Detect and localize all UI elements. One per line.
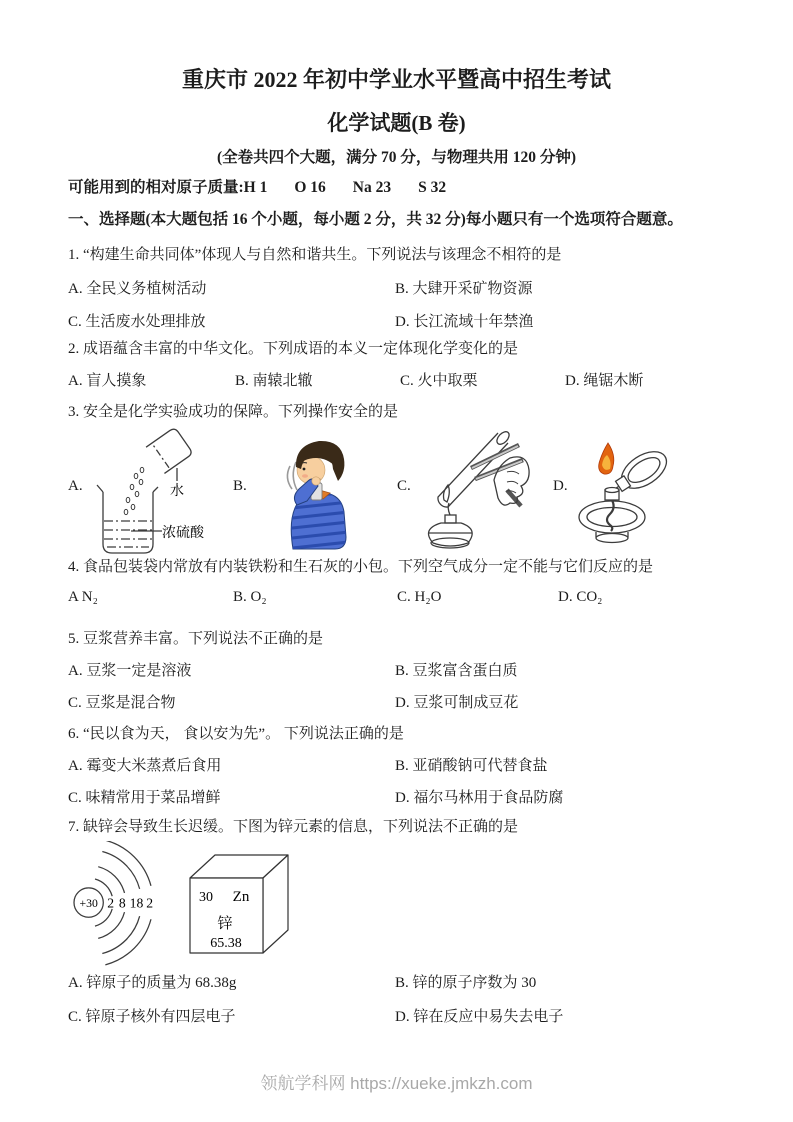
q7-option-c: C. 锌原子核外有四层电子 — [68, 1009, 236, 1025]
atomic-mass-label: 可能用到的相对原子质量: — [68, 179, 244, 196]
element-name: 锌 — [217, 916, 233, 932]
electron-shell-count-1: 2 — [107, 895, 115, 911]
q5-option-a: A. 豆浆一定是溶液 — [68, 663, 192, 679]
q7-option-d: D. 锌在反应中易失去电子 — [395, 1009, 564, 1025]
question-5-stem: 5. 豆浆营养丰富。下列说法不正确的是 — [68, 631, 324, 647]
paper-subtitle: 化学试题(B 卷) — [327, 111, 466, 135]
q1-option-b: B. 大肆开采矿物资源 — [395, 281, 533, 297]
q3-option-label-b: B. — [233, 478, 247, 494]
atomic-mass: 65.38 — [210, 936, 242, 951]
q7-option-b: B. 锌的原子序数为 30 — [395, 975, 537, 991]
question-6-stem: 6. “民以食为天， 食以安为先”。 下列说法正确的是 — [68, 726, 404, 742]
alcohol-lamp-lighting-figure — [568, 425, 678, 550]
test-tube-heating-figure — [415, 430, 531, 552]
q7-option-a: A. 锌原子的质量为 68.38g — [68, 975, 237, 991]
q3-option-label-d: D. — [553, 478, 568, 494]
paper-scope-note: (全卷共四个大题，满分 70 分，与物理共用 120 分钟) — [216, 149, 577, 166]
q2-option-c: C. 火中取栗 — [400, 373, 478, 389]
q1-option-d: D. 长江流域十年禁渔 — [395, 314, 534, 330]
section-1-heading: 一、选择题(本大题包括 16 个小题，每小题 2 分，共 32 分)每小题只有一个选项符合题意。 — [68, 211, 683, 228]
atomic-mass-note — [68, 178, 473, 198]
zinc-element-cell-figure — [188, 852, 290, 957]
electron-shell-count-2: 8 — [118, 895, 126, 911]
q3-option-label-a: A. — [68, 478, 83, 494]
element-symbol: Zn — [232, 889, 250, 905]
pouring-water-into-acid-figure — [95, 423, 225, 555]
question-2-stem: 2. 成语蕴含丰富的中华文化。下列成语的本义一定体现化学变化的是 — [68, 341, 519, 357]
q6-option-d: D. 福尔马林用于食品防腐 — [395, 790, 564, 806]
q1-option-a: A. 全民义务植树活动 — [68, 281, 207, 297]
watermark-footer: 领航学科网 https://xueke.jmkzh.com — [260, 1074, 533, 1093]
atomic-mass-item: Na 23 — [352, 179, 392, 196]
electron-shell-count-4: 2 — [146, 895, 154, 911]
water-label: 水 — [170, 484, 184, 499]
question-3-stem: 3. 安全是化学实验成功的保障。下列操作安全的是 — [68, 404, 399, 420]
q2-option-b: B. 南辕北辙 — [235, 373, 313, 389]
zinc-atom-structure-figure — [66, 841, 166, 968]
q6-option-a: A. 霉变大米蒸煮后食用 — [68, 758, 222, 774]
q4-option-c: C. H₂O — [397, 589, 442, 605]
q2-option-a: A. 盲人摸象 — [68, 373, 147, 389]
q5-option-c: C. 豆浆是混合物 — [68, 695, 176, 711]
q4-option-d: D. CO₂ — [558, 589, 603, 605]
atomic-number: 30 — [199, 890, 213, 905]
atomic-mass-item: O 16 — [294, 179, 326, 196]
q3-option-label-c: C. — [397, 478, 411, 494]
q1-option-c: C. 生活废水处理排放 — [68, 314, 206, 330]
concentrated-sulfuric-acid-label: 浓硫酸 — [162, 526, 204, 541]
nucleus-charge-label: +30 — [79, 896, 98, 910]
boy-smelling-bottle-figure — [283, 437, 349, 552]
q6-option-c: C. 味精常用于菜品增鲜 — [68, 790, 221, 806]
q5-option-d: D. 豆浆可制成豆花 — [395, 695, 519, 711]
electron-shell-count-3: 18 — [129, 895, 144, 911]
q6-option-b: B. 亚硝酸钠可代替食盐 — [395, 758, 548, 774]
page-title: 重庆市 2022 年初中学业水平暨高中招生考试 — [181, 67, 611, 92]
question-7-stem: 7. 缺锌会导致生长迟缓。下图为锌元素的信息，下列说法不正确的是 — [68, 819, 519, 835]
q2-option-d: D. 绳锯木断 — [565, 373, 644, 389]
atomic-mass-item: S 32 — [418, 179, 447, 196]
question-1-stem: 1. “构建生命共同体”体现人与自然和谐共生。下列说法与该理念不相符的是 — [68, 247, 562, 263]
q4-option-b: B. O₂ — [233, 589, 267, 605]
question-4-stem: 4. 食品包装袋内常放有内装铁粉和生石灰的小包。下列空气成分一定不能与它们反应的是 — [68, 559, 654, 575]
q5-option-b: B. 豆浆富含蛋白质 — [395, 663, 518, 679]
atomic-mass-item: H 1 — [243, 179, 268, 196]
q4-option-a: A N₂ — [68, 589, 98, 605]
